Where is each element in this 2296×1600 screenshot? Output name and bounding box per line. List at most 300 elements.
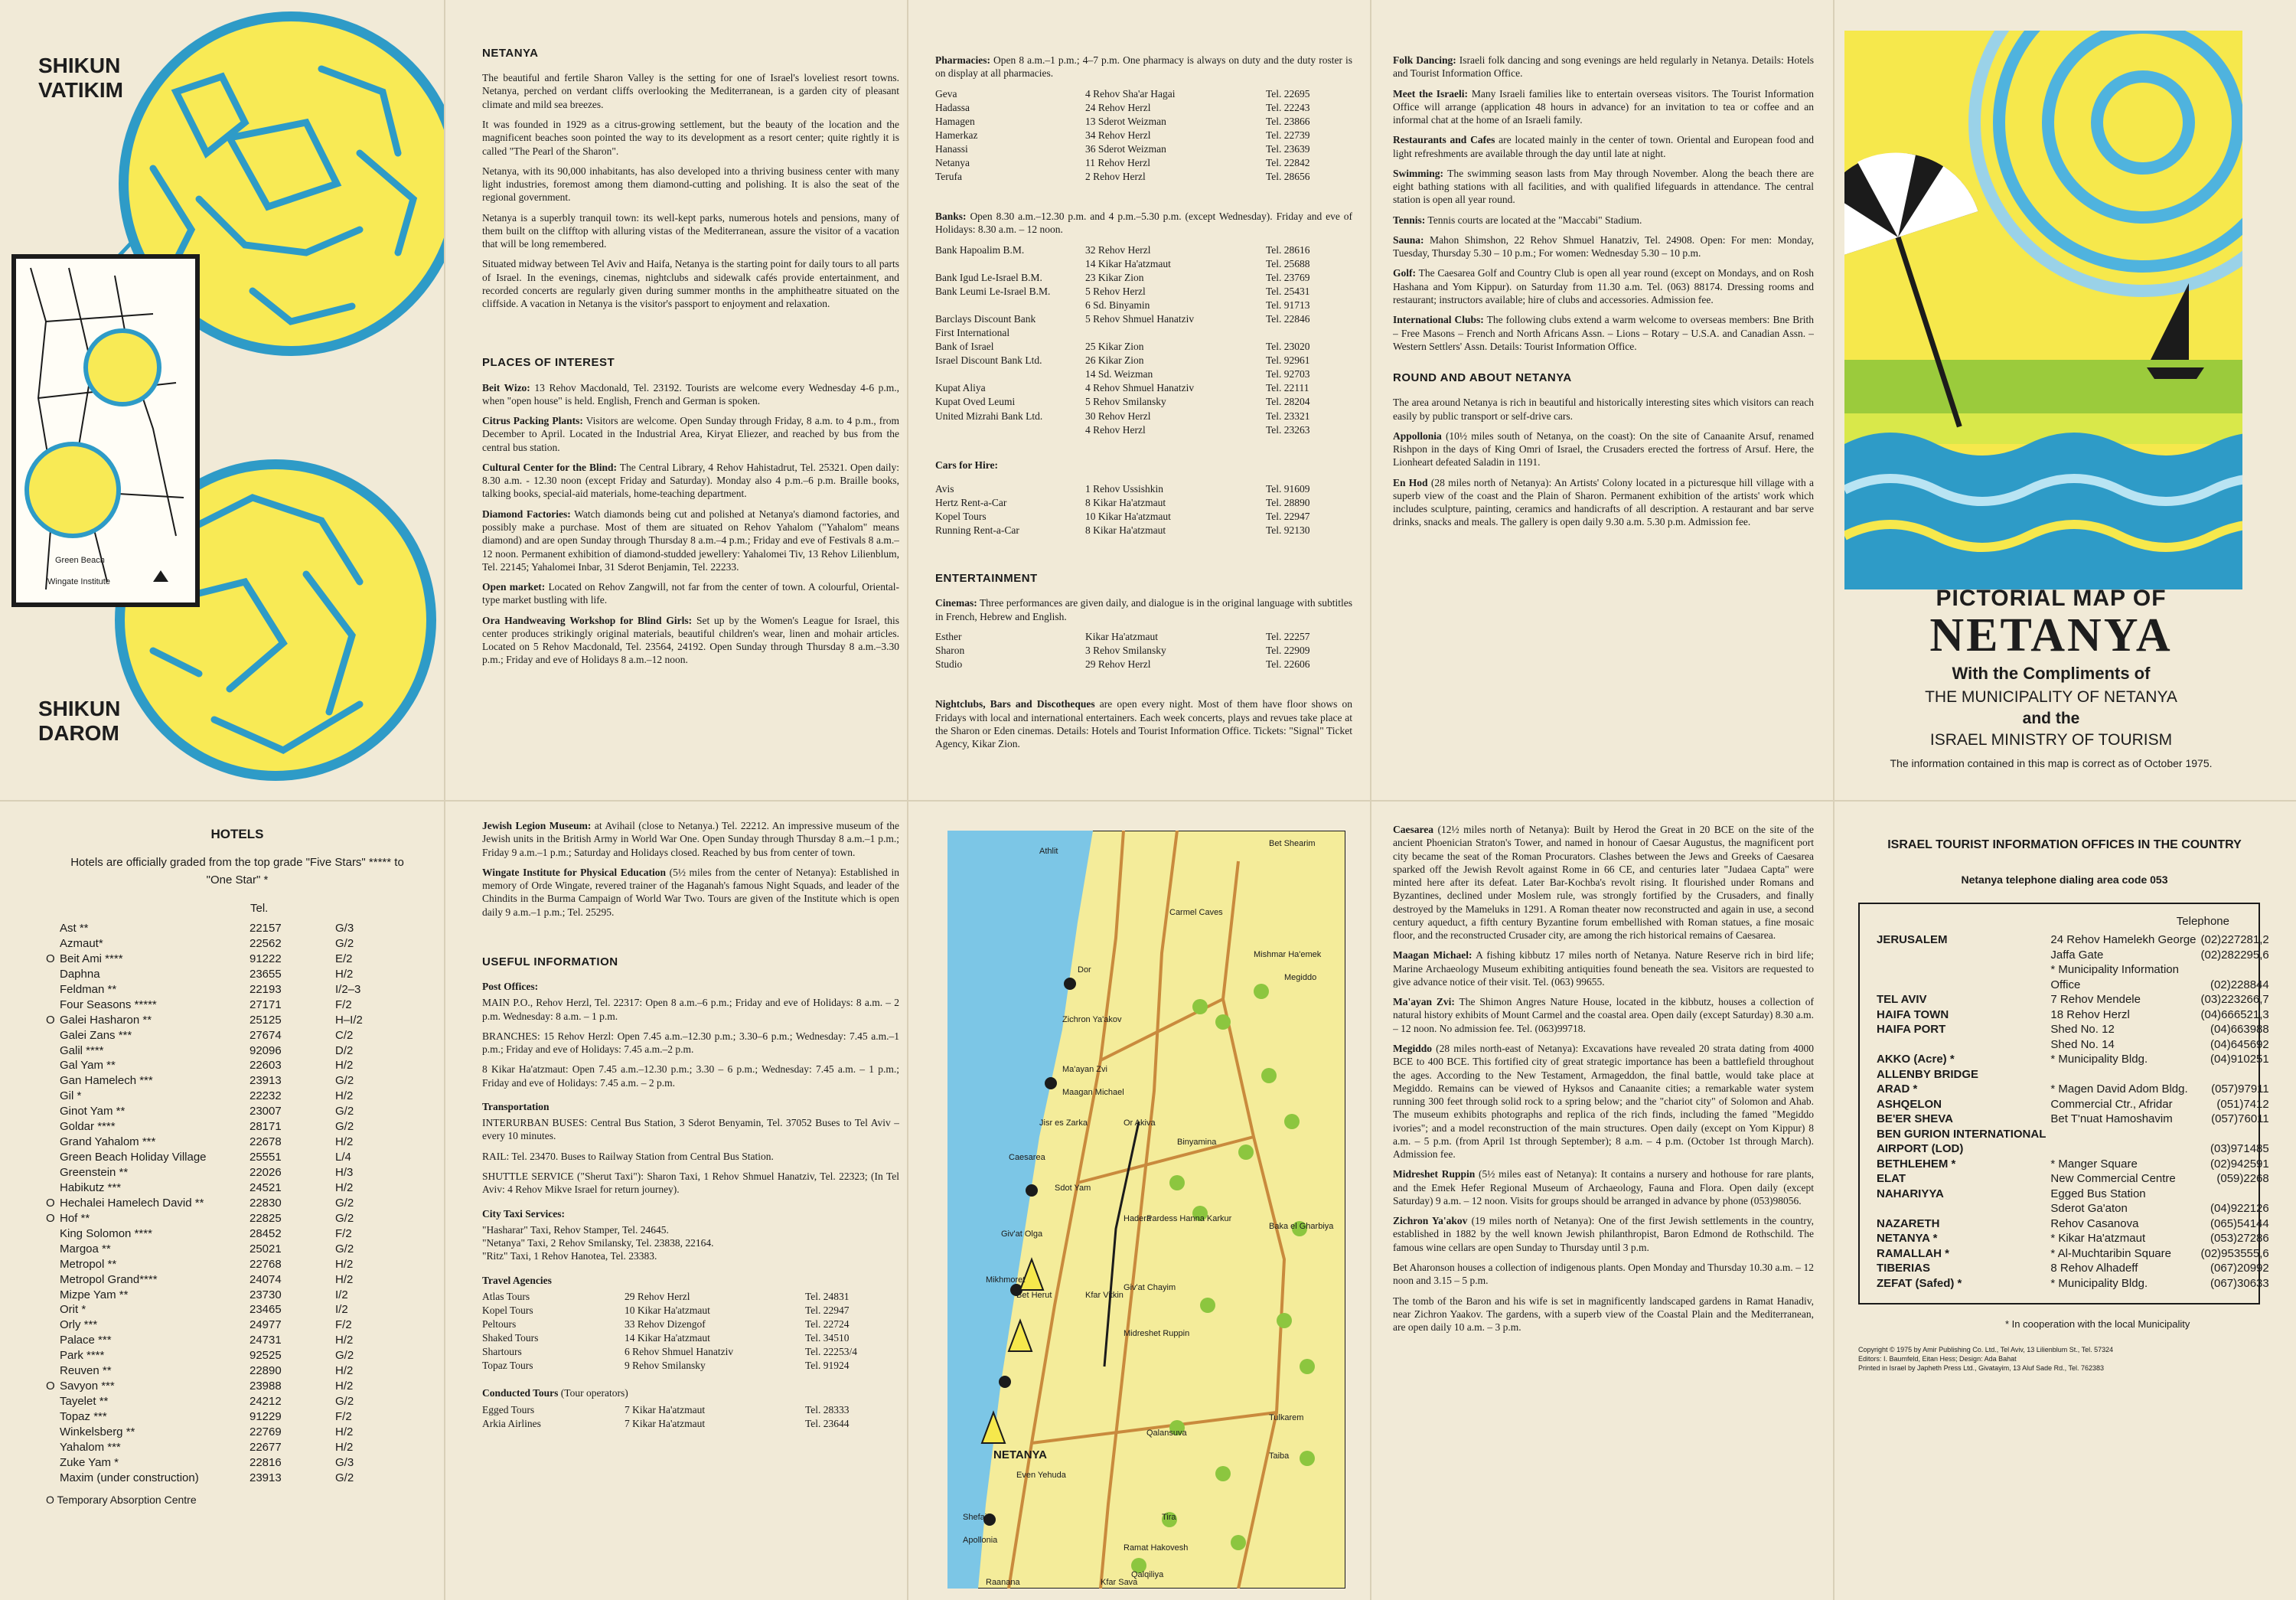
car-hire-row-cell: 8 Kikar Ha'atzmaut xyxy=(1085,497,1166,509)
office-cell xyxy=(1877,1201,2050,1216)
agency-row-cell: 14 Kikar Ha'atzmaut xyxy=(625,1332,710,1344)
taxi-item: "Netanya" Taxi, 2 Rehov Smilansky, Tel. 23838, 22164. xyxy=(482,1237,714,1249)
hotel-cell: Gil * xyxy=(60,1089,82,1103)
map-place-label: Giv'at Olga xyxy=(1001,1229,1043,1239)
office-cell: NAHARIYYA xyxy=(1877,1187,1944,1200)
pharmacy-row-cell: Tel. 28656 xyxy=(1266,171,1310,182)
cinema-row-cell: Sharon xyxy=(935,645,965,657)
hotel-cell: Greenstein ** xyxy=(60,1166,129,1179)
copyright-block xyxy=(1858,1345,2285,1373)
office-cell: New Commercial Centre xyxy=(2050,1172,2176,1185)
hotel-cell: H/2 xyxy=(335,1425,354,1438)
hotel-row xyxy=(46,1333,383,1348)
pharmacy-row-cell: 2 Rehov Herzl xyxy=(1085,171,1146,182)
hotel-row xyxy=(46,1226,383,1242)
hotel-cell: G/2 xyxy=(335,1211,354,1225)
map-place-label: Binyamina xyxy=(1177,1138,1217,1147)
cinemas-intro: Cinemas: Three performances are given daily, and dialogue is in the original language with subtitles in French, Hebrew and English. xyxy=(935,597,1352,622)
cover-illustration xyxy=(1844,31,2242,589)
hotels-tel-header: Tel. xyxy=(250,902,269,915)
activity-item-name: Folk Dancing: xyxy=(1393,54,1456,66)
pharmacy-row xyxy=(935,129,1352,142)
hotel-cell: H/2 xyxy=(335,1059,354,1073)
useful-panel xyxy=(482,819,899,1592)
office-row xyxy=(1877,1082,2274,1097)
transport-title: Transportation xyxy=(482,1100,550,1112)
agency-row-cell: Tel. 22253/4 xyxy=(805,1346,858,1358)
map-place-label: Or Akiva xyxy=(1124,1118,1156,1128)
activities-list xyxy=(1393,54,1814,353)
office-row xyxy=(1877,1097,2274,1112)
pharmacy-row-cell: Hanassi xyxy=(935,142,968,155)
office-cell: ARAD * xyxy=(1877,1082,1918,1096)
office-cell: JERUSALEM xyxy=(1877,933,1948,946)
cover-line3: With the Compliments of xyxy=(1952,664,2151,683)
office-cell: (03)971485 xyxy=(2210,1142,2269,1155)
hotel-row xyxy=(46,1013,383,1028)
cover-title-block xyxy=(1844,586,2258,769)
bank-row-cell: Bank Hapoalim B.M. xyxy=(935,243,1025,256)
car-hire-row-cell: 1 Rehov Ussishkin xyxy=(1085,482,1164,495)
map-place-label: Taiba xyxy=(1269,1451,1290,1461)
round-item xyxy=(1393,1042,1814,1161)
hotel-cell: Hof ** xyxy=(60,1211,90,1225)
bank-row-cell: Tel. 22111 xyxy=(1266,382,1309,394)
car-hire-row xyxy=(935,524,1352,537)
car-hire-row-cell: Hertz Rent-a-Car xyxy=(935,497,1007,509)
hotel-cell: 24521 xyxy=(249,1180,282,1194)
hotels-footnote: O Temporary Absorption Centre xyxy=(46,1493,197,1506)
intro-paragraph: Netanya is a superbly tranquil town: its well-kept parks, numerous hotels and pensions, many of them built on the clifftop with alluring vistas of the Mediterranean, assure the visitor of a vacation that will be long remembered. xyxy=(482,211,899,250)
hotel-cell xyxy=(46,1440,60,1455)
map-place-label: Midreshet Ruppin xyxy=(1124,1329,1190,1338)
hotel-cell: Daphna xyxy=(60,967,100,981)
office-cell: Jaffa Gate xyxy=(2050,948,2104,962)
region-map xyxy=(947,831,1345,1589)
map-place-label: Kfar Vitkin xyxy=(1085,1291,1124,1300)
region-map-panel xyxy=(947,831,1345,1589)
car-hire-row-cell: Kopel Tours xyxy=(935,511,987,523)
office-cell: Office xyxy=(2050,978,2081,991)
hotel-cell: 22830 xyxy=(249,1196,282,1210)
place-item xyxy=(482,461,899,501)
office-cell: (04)910251 xyxy=(2210,1053,2269,1066)
hotel-cell: G/2 xyxy=(335,936,354,950)
pharmacy-row xyxy=(935,142,1352,156)
map-place-label: Bet Herut xyxy=(1016,1291,1052,1300)
hotel-cell: 24074 xyxy=(249,1272,282,1286)
car-hire-row xyxy=(935,482,1352,496)
hotel-row xyxy=(46,1288,383,1303)
cover-line6: ISRAEL MINISTRY OF TOURISM xyxy=(1929,731,2173,749)
hotel-cell: 22562 xyxy=(249,936,282,950)
hotel-cell: 27674 xyxy=(249,1028,282,1042)
hotel-cell: O xyxy=(46,1380,55,1393)
hotel-cell: G/2 xyxy=(335,1196,354,1210)
nightclubs-text: Nightclubs, Bars and Discotheques are open every night. Most of them have floor shows on Fridays with local and international entertainers. Each week concerts, plays and revues take place at the Sharon or Eden cinemas. Details: Hotels and Tourist Information Office. Tickets: "Signal" Ticket Agency, Kikar Zion. xyxy=(935,698,1352,750)
office-cell: ELAT xyxy=(1877,1172,1906,1185)
office-row xyxy=(1877,1127,2274,1142)
round-item-name: Ma'ayan Zvi: xyxy=(1393,996,1455,1008)
hotel-cell: 22603 xyxy=(249,1059,282,1073)
place-item-name: Wingate Institute for Physical Education xyxy=(482,866,666,878)
bank-row-cell: Tel. 25688 xyxy=(1266,257,1310,269)
hotel-cell xyxy=(46,1150,60,1165)
map-place-label: Ma'ayan Zvi xyxy=(1062,1065,1107,1074)
bank-row xyxy=(935,423,1352,437)
round-item-name: Maagan Michael: xyxy=(1393,949,1473,962)
hotel-cell: Four Seasons ***** xyxy=(60,998,157,1011)
pharmacy-row-cell: 34 Rehov Herzl xyxy=(1085,129,1151,141)
activity-item-text: Many Israeli families like to entertain overseas visitors. The Tourist Information Office will arrange (application 48 hours in advance) for an invitation to tea or coffee and an informal chat at the home of an Israeli family. xyxy=(1393,87,1814,126)
hotel-row xyxy=(46,1242,383,1257)
hotel-cell: 23465 xyxy=(249,1303,282,1317)
hotel-cell xyxy=(46,1409,60,1425)
post-office-item: 8 Kikar Ha'atzmaut: Open 7.45 a.m.–12.30 p.m.; 3.30 – 6 p.m.; Wednesday: 7.45 a.m. – 1 p.m.; Friday and eve of Holidays: 7.45 a.m. – 2 p.m. xyxy=(482,1063,899,1089)
pharmacies-intro: Pharmacies: Open 8 a.m.–1 p.m.; 4–7 p.m. One pharmacy is always on duty and the duty roster is on display at all pharmacies. xyxy=(935,54,1352,80)
hotel-cell: 23655 xyxy=(249,967,282,981)
conducted-row-cell: Tel. 28333 xyxy=(805,1403,850,1416)
hotel-cell: 22157 xyxy=(249,922,282,935)
office-cell: HAIFA TOWN xyxy=(1877,1007,1949,1021)
office-cell: (057)76011 xyxy=(2211,1112,2269,1125)
bank-row-cell: Tel. 23321 xyxy=(1266,410,1310,422)
pharmacy-row-cell: 13 Sderot Weizman xyxy=(1085,115,1166,127)
office-row xyxy=(1877,1007,2274,1023)
round-item xyxy=(1393,476,1814,529)
hotel-cell: Metropol ** xyxy=(60,1257,117,1271)
office-row xyxy=(1877,1231,2274,1246)
bank-row-cell xyxy=(935,257,1085,271)
hotel-cell: Galei Zans *** xyxy=(60,1028,132,1042)
copyright-line: Editors: I. Baumfeld, Eitan Hess; Design: Ada Bahat xyxy=(1858,1355,2017,1363)
agency-row-cell: Tel. 22724 xyxy=(805,1318,850,1330)
hotel-row xyxy=(46,1455,383,1471)
round-item-name: En Hod xyxy=(1393,476,1428,488)
hotel-cell xyxy=(46,1043,60,1059)
bank-row xyxy=(935,340,1352,354)
bank-row-cell: 5 Rehov Smilansky xyxy=(1085,396,1166,408)
hotel-cell: Hechalei Hamelech David ** xyxy=(60,1196,204,1210)
agency-row xyxy=(482,1290,899,1304)
place-item-text: Visitors are welcome. Open Sunday through Friday, 8 a.m. to 4 p.m., from December to April. Located in the Industrial Area, Kiryat Eliezer, and reached by bus from the central bus station. xyxy=(482,415,899,453)
office-cell: BEN GURION INTERNATIONAL xyxy=(1877,1127,2047,1141)
intro-paragraph: The beautiful and fertile Sharon Valley is the setting for one of Israel's loveliest resort towns. Netanya, perched on verdant cliffs overlooking the Mediterranean, is a garden city of pleasant climate and mild sea breezes. xyxy=(482,72,899,110)
office-cell: Rehov Casanova xyxy=(2050,1216,2139,1230)
hotel-cell: Savyon *** xyxy=(60,1380,115,1393)
bank-row-cell: Tel. 22846 xyxy=(1266,313,1310,325)
hotel-cell xyxy=(46,1363,60,1379)
hotel-cell xyxy=(46,1180,60,1196)
bank-row-cell: 26 Kikar Zion xyxy=(1085,354,1144,367)
hotel-cell: 91222 xyxy=(249,952,282,965)
conducted-title: Conducted Tours (Tour operators) xyxy=(482,1387,628,1399)
hotel-cell xyxy=(46,1073,60,1089)
hotel-cell: H/3 xyxy=(335,1166,354,1179)
round-item-text: (5½ miles east of Netanya): It contains a nursery and hothouse for rare plants, and the Emek Hefer Regional Museum of Archaeology, Fauna and Flora. Open daily (except Saturday) 9 a.m. – 12 noon. Visits for groups should be arranged in advance by phone (053)98056. xyxy=(1393,1168,1814,1207)
hotel-cell: Azmaut* xyxy=(60,936,103,950)
hotel-cell: C/2 xyxy=(335,1028,354,1042)
conducted-row xyxy=(482,1403,899,1417)
hotel-cell: 28452 xyxy=(249,1226,282,1240)
cinema-row-cell: Tel. 22606 xyxy=(1266,658,1310,671)
places-title: PLACES OF INTEREST xyxy=(482,356,615,370)
round-continued-list xyxy=(1393,823,1814,1334)
bank-row xyxy=(935,299,1352,312)
useful-title: USEFUL INFORMATION xyxy=(482,955,618,968)
map-place-label: Qalqiliya xyxy=(1131,1570,1164,1579)
office-cell: AIRPORT (LOD) xyxy=(1877,1142,1964,1155)
hotel-cell: G/2 xyxy=(335,1471,354,1484)
hotel-cell: 22890 xyxy=(249,1364,282,1378)
cinema-row-cell: 29 Rehov Herzl xyxy=(1085,658,1151,671)
map-place-label: Ramat Hakovesh xyxy=(1124,1543,1189,1553)
office-row xyxy=(1877,962,2274,978)
round-item-name: Zichron Ya'akov xyxy=(1393,1215,1468,1227)
office-cell xyxy=(2201,1187,2274,1202)
place-item-text: Located on Rehov Zangwill, not far from the center of town. A colourful, Oriental-type market bustling with life. xyxy=(482,581,899,606)
car-hire-row xyxy=(935,510,1352,524)
office-cell xyxy=(2201,962,2274,978)
hotel-cell: Yahalom *** xyxy=(60,1440,121,1454)
activity-item xyxy=(1393,133,1814,160)
hotel-cell xyxy=(46,921,60,936)
intro-paragraphs xyxy=(482,71,899,310)
hotel-cell xyxy=(46,1135,60,1150)
taxi-item: "Hasharar" Taxi, Rehov Stamper, Tel. 24645. xyxy=(482,1223,669,1236)
bank-row-cell: 25 Kikar Zion xyxy=(1085,341,1144,353)
bank-row xyxy=(935,312,1352,326)
hotel-cell: G/3 xyxy=(335,922,354,935)
cinema-row-cell: 3 Rehov Smilansky xyxy=(1085,645,1166,657)
hotel-cell xyxy=(46,1471,60,1486)
transport-item: INTERURBAN BUSES: Central Bus Station, 3 Sderot Benyamin, Tel. 37052 Buses to Tel Aviv – every 10 minutes. xyxy=(482,1117,899,1142)
pharmacy-row-cell: Netanya xyxy=(935,156,970,168)
hotel-cell: G/2 xyxy=(335,1105,354,1118)
pharmacy-row-cell: Tel. 23866 xyxy=(1266,115,1310,127)
hotel-cell: Park **** xyxy=(60,1349,105,1363)
hotel-cell: I/2 xyxy=(335,1303,348,1317)
hotel-cell: O xyxy=(46,952,55,965)
bank-row-cell: Tel. 92703 xyxy=(1266,368,1310,380)
bank-row xyxy=(935,354,1352,367)
car-hire-row-cell: 8 Kikar Ha'atzmaut xyxy=(1085,524,1166,537)
round-item-text: A fishing kibbutz 17 miles north of Netanya. Nature Reserve rich in bird life; Marine Archaeology Museum exhibiting antiquities found beneath the sea. Visitors are requested to give advance notice of their visit. Tel. (063) 99655. xyxy=(1393,949,1814,988)
shikun-darom-label: SHIKUN DAROM xyxy=(38,697,121,746)
hotel-cell: 22769 xyxy=(249,1425,282,1438)
activity-item xyxy=(1393,313,1814,353)
hotel-cell: Mizpe Yam ** xyxy=(60,1288,129,1301)
hotel-cell xyxy=(46,1318,60,1333)
conducted-table xyxy=(482,1403,899,1431)
hotel-cell: 22816 xyxy=(249,1455,282,1469)
place-item-text: Watch diamonds being cut and polished at Netanya's diamond factories, and possibly make a purchase. Most of them are situated on Rehov Yahalom ("Yahalom" means diamond) and are open Sunday through Thursday 8 a.m.–4 p.m.; Friday and eve of Festivals 8 a.m.–12 noon. Permanent exhibition of diamond-studded jewellery: Yahalomei Tiv, 13 Rehov Lilienblum, Tel. 22145; Yahalomei Inbar, 31 Sderot Benjamin, Tel. 22233. xyxy=(482,508,899,573)
agency-row xyxy=(482,1359,899,1373)
cinema-row xyxy=(935,658,1352,671)
activity-item xyxy=(1393,87,1814,127)
hotel-cell: Winkelsberg ** xyxy=(60,1425,135,1438)
place-item-text: The Central Library, 4 Rehov Hahistadrut, Tel. 25321. Open daily: 8.30 a.m. - 12.30 noon (except Friday and Saturday). Monday also 4 p.m.–6 p.m. Braille books, talking books, special-aid materials, home-teaching department. xyxy=(482,461,899,500)
hotel-cell: H/2 xyxy=(335,1257,354,1271)
activity-item xyxy=(1393,54,1814,80)
hotel-row xyxy=(46,1089,383,1104)
pharmacy-row-cell: Hamerkaz xyxy=(935,129,978,141)
agency-row-cell: Peltours xyxy=(482,1318,517,1330)
hotel-row xyxy=(46,1425,383,1440)
post-offices-list xyxy=(482,996,899,1089)
round-title: ROUND AND ABOUT NETANYA xyxy=(1393,371,1572,385)
activity-item-name: International Clubs: xyxy=(1393,314,1484,326)
offices-title: ISRAEL TOURIST INFORMATION OFFICES IN THE COUNTRY xyxy=(1887,838,2242,851)
hotel-cell: Feldman ** xyxy=(60,982,117,996)
cinema-row-cell: Studio xyxy=(935,658,963,671)
office-cell: Shed No. 14 xyxy=(2050,1037,2115,1051)
cover-panel xyxy=(1844,31,2285,796)
office-cell xyxy=(2050,1067,2200,1082)
hotel-cell: 24977 xyxy=(249,1318,282,1332)
hotel-row xyxy=(46,982,383,998)
hotel-cell: 23913 xyxy=(249,1074,282,1088)
offices-subtitle: Netanya telephone dialing area code 053 xyxy=(1961,873,2168,886)
places-list xyxy=(482,381,899,667)
pharmacy-row-cell: 4 Rehov Sha'ar Hagai xyxy=(1085,87,1176,100)
agency-row xyxy=(482,1345,899,1359)
map-place-label: Pardess Hanna Karkur xyxy=(1146,1214,1232,1223)
car-hire-row-cell: Tel. 28890 xyxy=(1266,497,1310,509)
agency-row-cell: 29 Rehov Herzl xyxy=(625,1290,690,1302)
hotel-cell: Topaz *** xyxy=(60,1410,107,1423)
agency-row-cell: Tel. 24831 xyxy=(805,1290,850,1302)
cover-line1: PICTORIAL MAP OF xyxy=(1936,586,2167,611)
hotel-cell xyxy=(46,1257,60,1272)
round-item xyxy=(1393,995,1814,1035)
office-cell: (02)942591 xyxy=(2210,1157,2269,1171)
hotel-cell xyxy=(46,1302,60,1318)
bank-row xyxy=(935,410,1352,423)
office-row xyxy=(1877,1216,2274,1232)
hotel-cell: 27171 xyxy=(249,998,282,1011)
office-cell: (04)922126 xyxy=(2210,1202,2269,1215)
cinemas-table xyxy=(935,630,1352,671)
round-item-name: Appollonia xyxy=(1393,429,1442,442)
hotel-cell: H/2 xyxy=(335,1272,354,1286)
round-item xyxy=(1393,1295,1814,1334)
bank-row-cell: Barclays Discount Bank xyxy=(935,313,1036,325)
office-row xyxy=(1877,1187,2274,1202)
hotel-cell: King Solomon **** xyxy=(60,1226,152,1240)
activity-item xyxy=(1393,167,1814,207)
office-cell: HAIFA PORT xyxy=(1877,1023,1946,1036)
bank-row-cell: 5 Rehov Shmuel Hanatziv xyxy=(1085,313,1195,325)
office-row xyxy=(1877,1246,2274,1262)
round-list xyxy=(1393,429,1814,529)
car-hire-row xyxy=(935,496,1352,510)
round-intro: The area around Netanya is rich in beautiful and historically interesting sites which visitors can reach easily by public transport or self-drive cars. xyxy=(1393,397,1814,422)
round-item-text: (12½ miles north of Netanya): Built by Herod the Great in 20 BCE on the site of the ancient Phoenician Straton's Tower, and named in honour of Caesar Augustus, the magnificent port city became the seat of the Roman Procurators. Clashes between the Jews and Greeks of Caesarea sparked off the Jewish Revolt against Rome in 66 CE, and centuries later "Judaea Capta" were minted here after its defeat. Later Bar-Kochba's revolt rising. It flourished under Romans and Byzantines, declined under Moslem rule, was strongly fortified by the Crusaders, and finally destroyed by the Mameluks in 1291. A Roman theater now reconstructed and again in use, a second century aqueduct, a fifth century Byzantine forum embellished with Roman statues, a fine mosaic floor, and the reconstructed Crusader city, are among the rich historical remains of Caesarea. xyxy=(1393,824,1814,942)
hotel-row xyxy=(46,1257,383,1272)
hotel-cell: Galil **** xyxy=(60,1043,104,1057)
agency-row xyxy=(482,1304,899,1318)
hotel-cell: 92096 xyxy=(249,1043,282,1057)
hotel-cell: H/2 xyxy=(335,1364,354,1378)
pharmacy-row xyxy=(935,87,1352,101)
activity-item xyxy=(1393,214,1814,227)
office-cell: (067)30633 xyxy=(2210,1276,2269,1290)
hotel-cell xyxy=(46,1242,60,1257)
round-item-name: Midreshet Ruppin xyxy=(1393,1168,1476,1180)
cinema-row-cell: Kikar Ha'atzmaut xyxy=(1085,631,1159,642)
hotel-cell: 92525 xyxy=(249,1349,282,1363)
place-item-name: Beit Wizo: xyxy=(482,381,530,393)
round-item-text: The tomb of the Baron and his wife is set in magnificently landscaped gardens in Ramat Hanadiv, near Zichron Yaakov. The gardens, with a superb view of the Coastal Plain and the Mediterranean, are open daily 10 a.m. – 3 p.m. xyxy=(1393,1295,1814,1334)
round-item-name: Megiddo xyxy=(1393,1042,1433,1054)
agency-row-cell: Kopel Tours xyxy=(482,1304,533,1316)
agency-row-cell: Atlas Tours xyxy=(482,1290,530,1302)
cover-line5: and the xyxy=(2022,710,2080,727)
hotel-cell: 22768 xyxy=(249,1257,282,1271)
place-item xyxy=(482,614,899,667)
area-maps-panel xyxy=(0,0,444,800)
hotel-cell: 23988 xyxy=(249,1380,282,1393)
office-cell: (053)27286 xyxy=(2210,1232,2269,1245)
office-cell xyxy=(2201,1067,2274,1082)
hotel-cell xyxy=(46,1089,60,1104)
bank-row-cell: Tel. 23020 xyxy=(1266,341,1310,353)
bank-row-cell: 32 Rehov Herzl xyxy=(1085,243,1151,256)
map-place-label: Jisr es Zarka xyxy=(1039,1118,1088,1128)
bank-row-cell: Tel. 92961 xyxy=(1266,354,1310,367)
map-place-label: Caesarea xyxy=(1009,1153,1045,1162)
car-hire-row-cell: Tel. 92130 xyxy=(1266,524,1310,537)
hotel-cell: H/2 xyxy=(335,1180,354,1194)
activity-item xyxy=(1393,266,1814,306)
hotel-cell: H/2 xyxy=(335,1089,354,1103)
office-cell: * Municipality Bldg. xyxy=(2050,1053,2148,1066)
office-cell: (02)227281,2 xyxy=(2200,933,2269,946)
place-item-name: Cultural Center for the Blind: xyxy=(482,461,617,473)
office-cell: (057)97911 xyxy=(2211,1082,2269,1096)
hotel-cell: Ginot Yam ** xyxy=(60,1105,126,1118)
office-row xyxy=(1877,1157,2274,1172)
pharmacy-row-cell: Tel. 22842 xyxy=(1266,156,1310,168)
hotel-row xyxy=(46,1272,383,1288)
activity-item-text: are located mainly in the center of town. Oriental and European food and light refreshments are available through the day until late at night. xyxy=(1393,134,1814,159)
hotel-cell: G/2 xyxy=(335,1349,354,1363)
hotel-cell: 25021 xyxy=(249,1242,282,1256)
place-item xyxy=(482,508,899,573)
office-row xyxy=(1877,1141,2274,1157)
bank-row xyxy=(935,271,1352,285)
agency-row-cell: Tel. 91924 xyxy=(805,1360,850,1372)
pharmacy-row-cell: 11 Rehov Herzl xyxy=(1085,156,1150,168)
map-place-label: Kfar Sava xyxy=(1101,1578,1138,1587)
hotel-row xyxy=(46,1119,383,1135)
office-row xyxy=(1877,1112,2274,1127)
hotel-row xyxy=(46,1394,383,1409)
hotel-cell: Orly *** xyxy=(60,1318,98,1332)
round-item-text: Bet Aharonson houses a collection of indigenous plants. Open Monday and Thursday 10.30 a.m. – 12 noon and 3.15 – 5 p.m. xyxy=(1393,1261,1814,1287)
bank-row-cell: 23 Kikar Zion xyxy=(1085,271,1144,283)
hotel-cell xyxy=(46,1165,60,1180)
hotel-cell: L/4 xyxy=(335,1151,351,1164)
conducted-row-cell: Arkia Airlines xyxy=(482,1417,541,1429)
hotel-cell xyxy=(46,1394,60,1409)
hotel-cell: 91229 xyxy=(249,1410,282,1423)
office-cell: (02)282295,6 xyxy=(2200,948,2269,962)
bank-row-cell: Tel. 25431 xyxy=(1266,285,1310,297)
hotel-cell: H/2 xyxy=(335,1334,354,1347)
hotel-cell xyxy=(46,1455,60,1471)
